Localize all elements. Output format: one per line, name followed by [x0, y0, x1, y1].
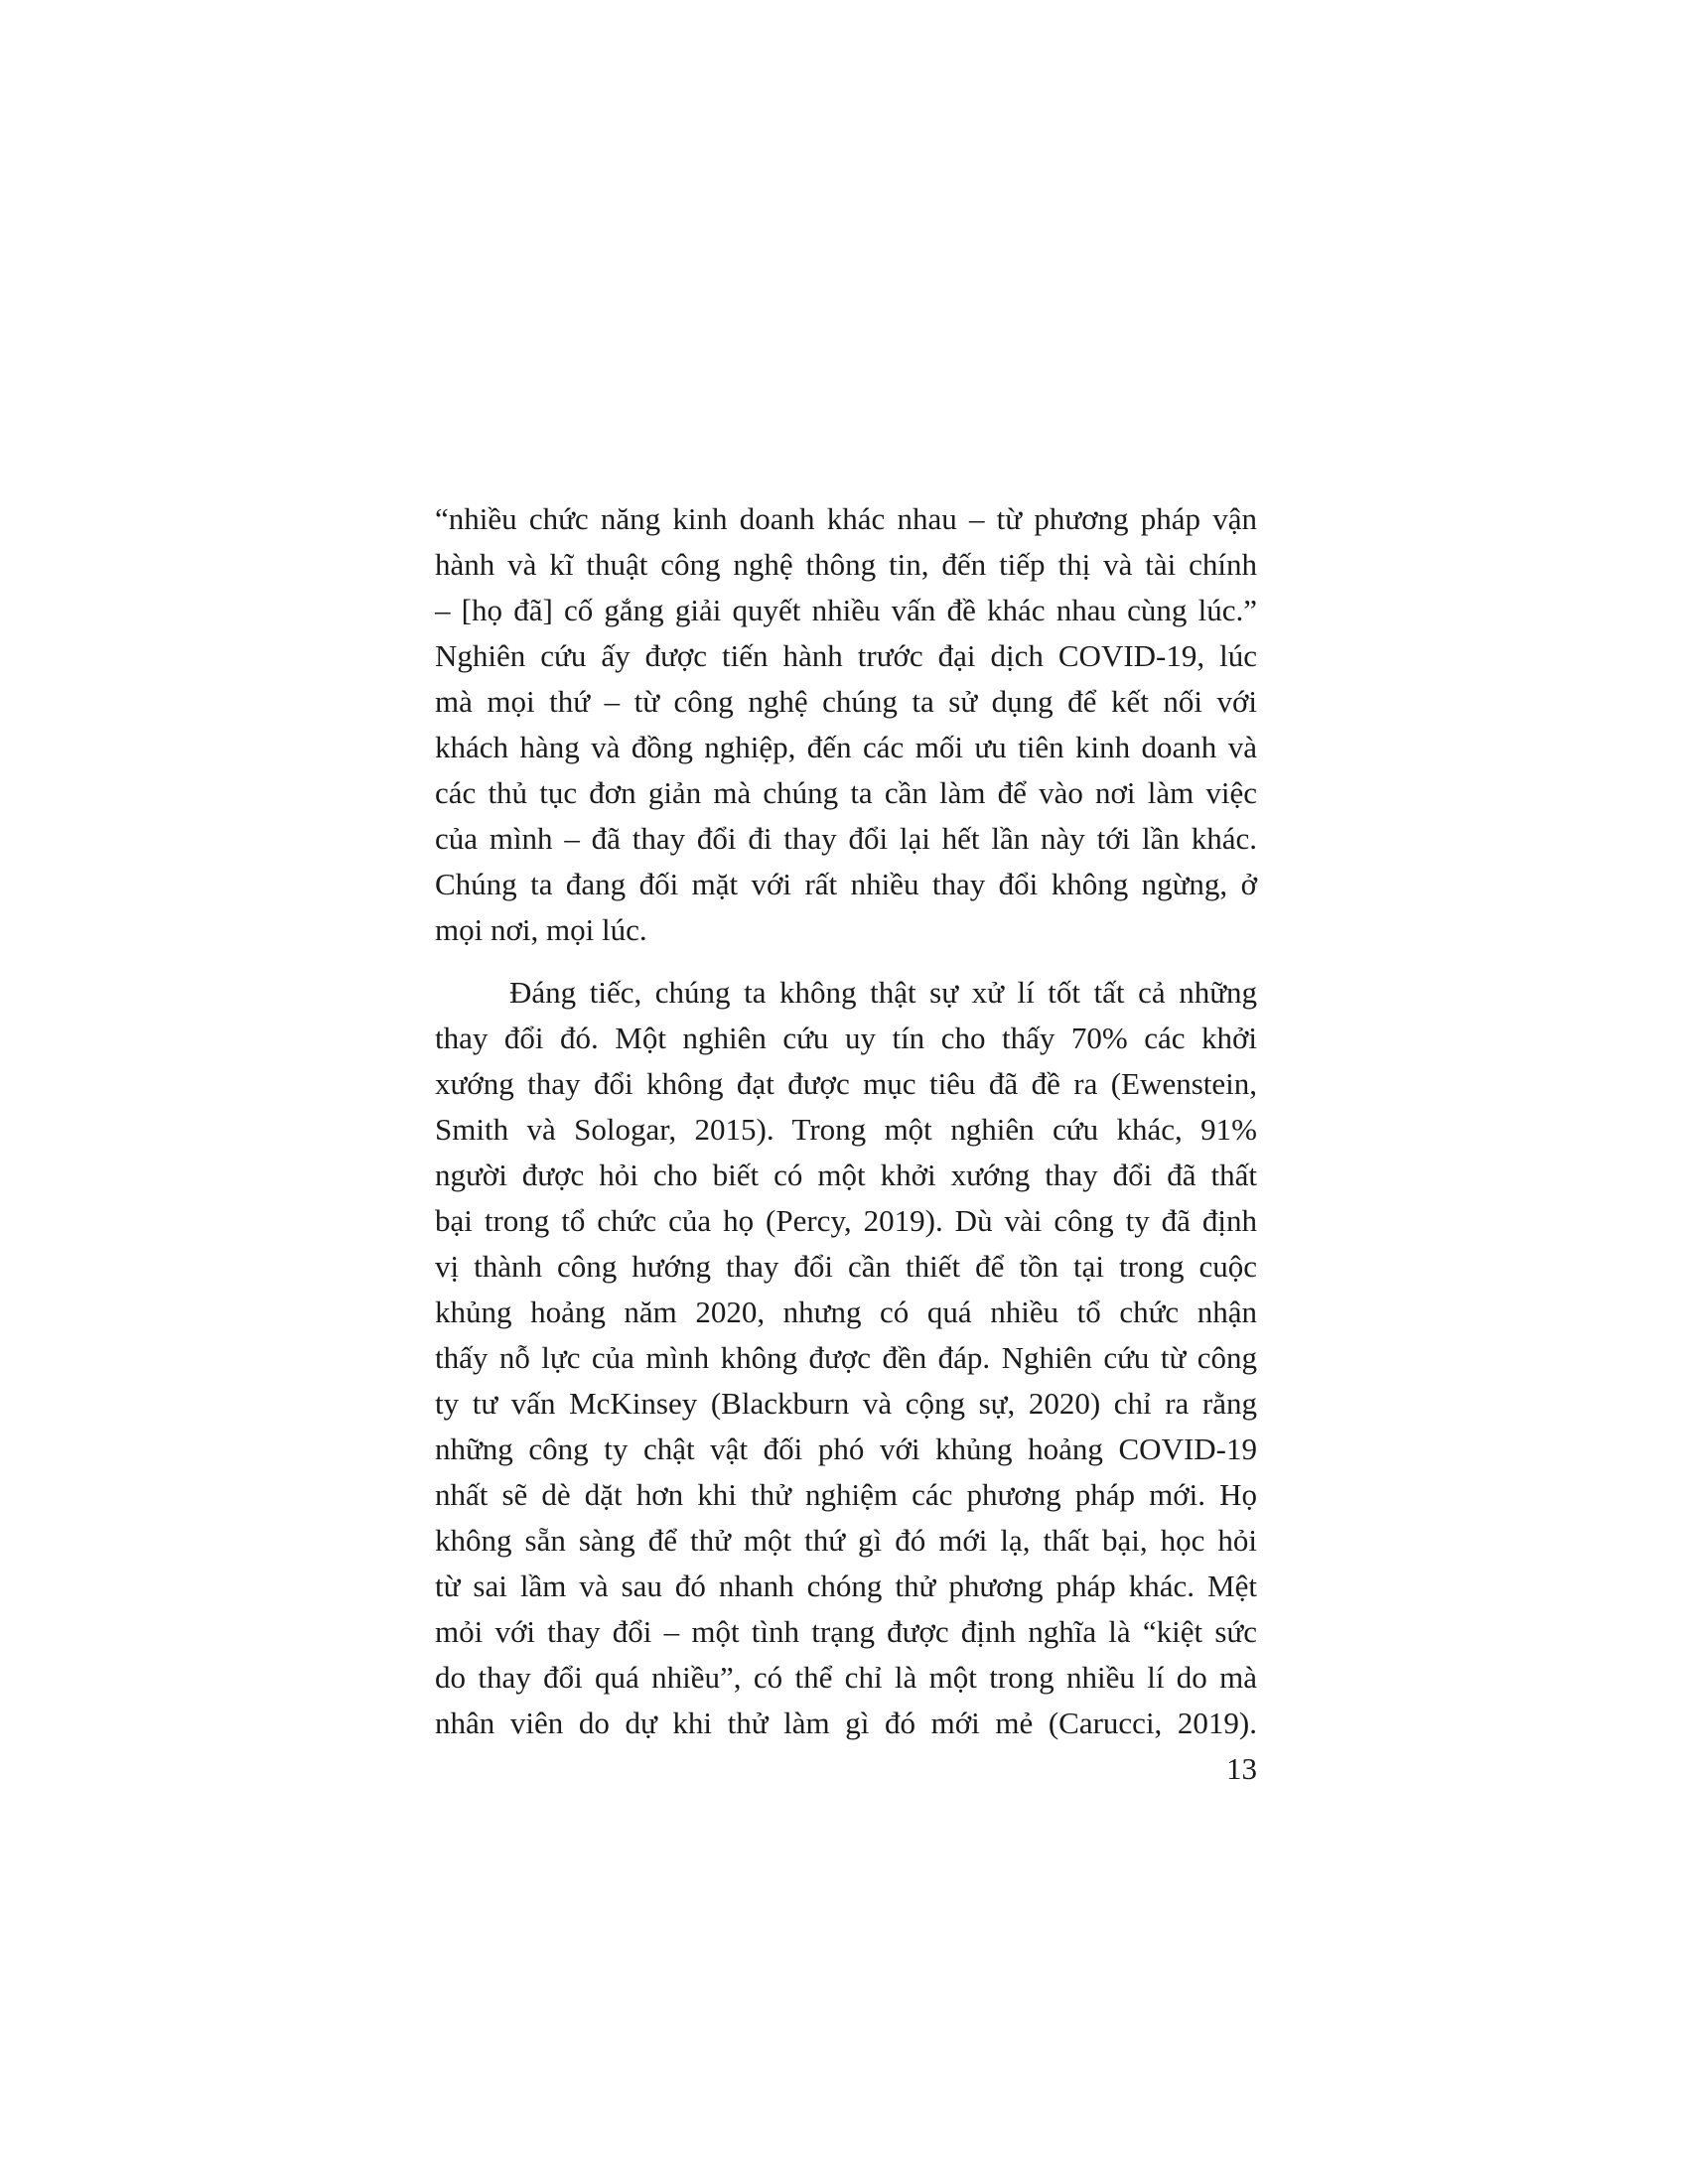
text-line: Smith và Sologar, 2015). Trong một nghiên cứu khác, 91% — [435, 1112, 1257, 1147]
text-line: nhất sẽ dè dặt hơn khi thử nghiệm các phương pháp mới. Họ — [435, 1477, 1257, 1512]
text-line: vị thành công hướng thay đổi cần thiết để tồn tại trong cuộc — [435, 1249, 1257, 1284]
text-line: không sẵn sàng để thử một thứ gì đó mới lạ, thất bại, học hỏi — [435, 1523, 1257, 1558]
text-line: Nghiên cứu ấy được tiến hành trước đại dịch COVID-19, lúc — [435, 638, 1257, 673]
text-line: ty tư vấn McKinsey (Blackburn và cộng sự, 2020) chỉ ra rằng — [435, 1386, 1257, 1421]
text-line: các thủ tục đơn giản mà chúng ta cần làm để vào nơi làm việc — [435, 775, 1257, 810]
text-line: thay đổi đó. Một nghiên cứu uy tín cho thấy 70% các khởi — [435, 1021, 1257, 1055]
body-text — [435, 496, 1257, 1792]
paragraphs-container — [435, 496, 1257, 1746]
text-line: người được hỏi cho biết có một khởi xướng thay đổi đã thất — [435, 1158, 1257, 1192]
text-line: từ sai lầm và sau đó nhanh chóng thử phương pháp khác. Mệt — [435, 1569, 1257, 1603]
paragraph — [435, 970, 1257, 1746]
page-number: 13 — [1226, 1751, 1257, 1786]
text-line: “nhiều chức năng kinh doanh khác nhau – từ phương pháp vận — [435, 501, 1257, 536]
text-line: bại trong tổ chức của họ (Percy, 2019). Dù vài công ty đã định — [435, 1203, 1257, 1238]
text-line: hành và kĩ thuật công nghệ thông tin, đến tiếp thị và tài chính — [435, 547, 1257, 582]
text-line: của mình – đã thay đổi đi thay đổi lại hết lần này tới lần khác. — [435, 821, 1257, 856]
text-line: mỏi với thay đổi – một tình trạng được định nghĩa là “kiệt sức — [435, 1614, 1257, 1649]
text-line: mọi nơi, mọi lúc. — [435, 912, 647, 947]
text-line: xướng thay đổi không đạt được mục tiêu đã đề ra (Ewenstein, — [435, 1066, 1257, 1101]
text-line: thấy nỗ lực của mình không được đền đáp. Nghiên cứu từ công — [435, 1340, 1257, 1375]
text-line: mà mọi thứ – từ công nghệ chúng ta sử dụng để kết nối với — [435, 684, 1257, 719]
text-line: – [họ đã] cố gắng giải quyết nhiều vấn đề khác nhau cùng lúc.” — [435, 593, 1257, 627]
text-line: những công ty chật vật đối phó với khủng hoảng COVID-19 — [435, 1432, 1257, 1466]
text-line: Chúng ta đang đối mặt với rất nhiều thay đổi không ngừng, ở — [435, 867, 1257, 901]
text-line: nhân viên do dự khi thử làm gì đó mới mẻ (Carucci, 2019). — [435, 1706, 1257, 1740]
text-line: khách hàng và đồng nghiệp, đến các mối ưu tiên kinh doanh và — [435, 730, 1257, 764]
text-line: Đáng tiếc, chúng ta không thật sự xử lí tốt tất cả những — [509, 975, 1257, 1010]
paragraph — [435, 496, 1257, 953]
text-line: do thay đổi quá nhiều”, có thể chỉ là một trong nhiều lí do mà — [435, 1660, 1257, 1695]
text-line: khủng hoảng năm 2020, nhưng có quá nhiều tổ chức nhận — [435, 1295, 1257, 1329]
